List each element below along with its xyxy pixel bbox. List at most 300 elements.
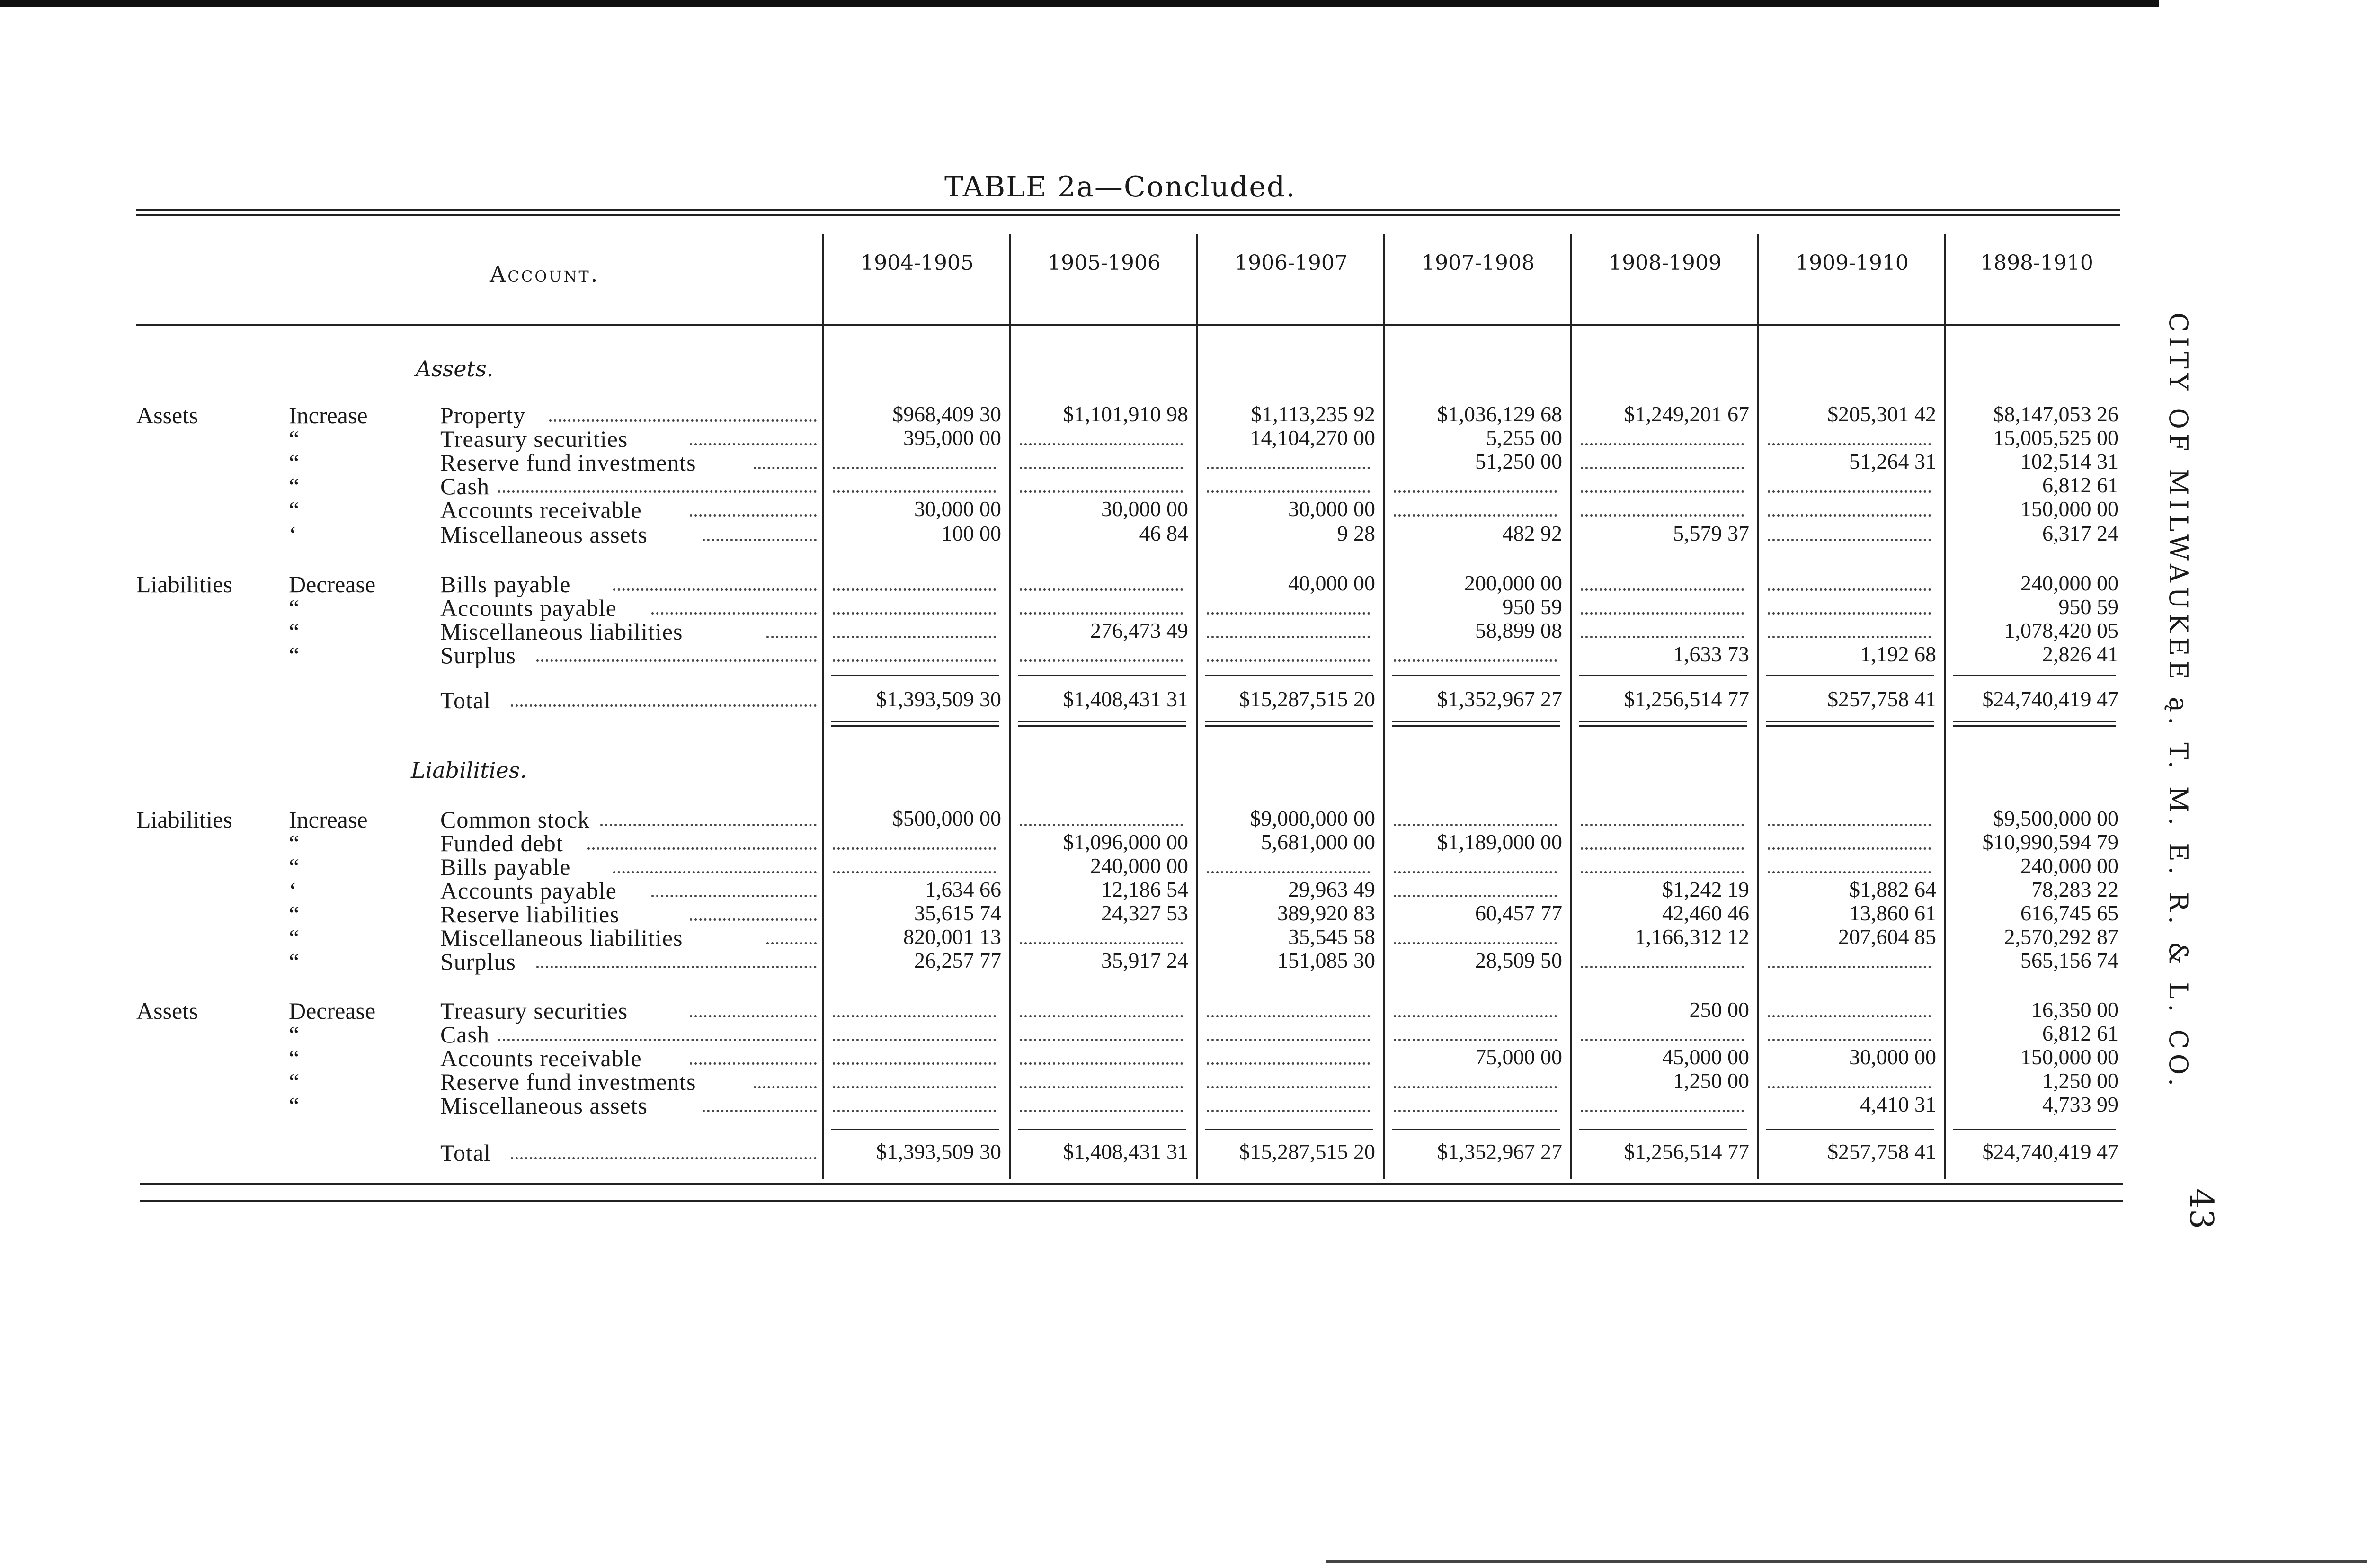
table-row <box>0 618 2130 645</box>
item-label: Miscellaneous assets <box>440 521 648 548</box>
cell-value: 24,327 53 <box>1101 901 1188 925</box>
item-label: Property <box>440 402 526 428</box>
total-double-rule <box>1766 721 1934 722</box>
direction-label: “ <box>289 449 300 476</box>
leader-dots <box>690 512 817 517</box>
empty-cell-dots <box>1020 441 1183 445</box>
cell-value: $1,408,431 31 <box>1063 1140 1188 1164</box>
total-rule <box>1579 1129 1747 1130</box>
total-rule <box>1205 1129 1373 1130</box>
cell-value: 395,000 00 <box>903 426 1001 450</box>
empty-cell-dots <box>1768 846 1931 850</box>
empty-cell-dots <box>1768 1013 1931 1017</box>
table-row <box>0 829 2130 854</box>
empty-cell-dots <box>833 489 996 493</box>
cell-value: $1,101,910 98 <box>1063 402 1188 426</box>
footer-rule-2 <box>140 1200 2123 1202</box>
direction-label: “ <box>289 1069 300 1095</box>
empty-cell-dots <box>1020 658 1183 662</box>
account-label: Liabilities <box>136 806 232 833</box>
table-row <box>0 853 2130 878</box>
empty-cell-dots <box>1768 1037 1931 1041</box>
cell-value: 2,826 41 <box>2042 642 2118 666</box>
total-rule <box>1018 1129 1186 1130</box>
table-row <box>0 900 2130 925</box>
cell-value: 75,000 00 <box>1475 1045 1562 1069</box>
column-divider <box>1570 234 1572 1179</box>
item-label: Funded debt <box>440 830 563 856</box>
empty-cell-dots <box>1768 512 1931 517</box>
item-label: Surplus <box>440 642 516 668</box>
direction-label: “ <box>289 925 300 951</box>
table-title: TABLE 2a—Concluded. <box>944 170 1296 204</box>
cell-value: 950 59 <box>1502 595 1562 619</box>
empty-cell-dots <box>1768 1084 1931 1088</box>
leader-dots <box>703 1108 817 1112</box>
scan-top-border <box>0 0 2159 7</box>
empty-cell-dots <box>1768 441 1931 445</box>
cell-value: 4,733 99 <box>2042 1092 2118 1116</box>
empty-cell-dots <box>833 658 996 662</box>
empty-cell-dots <box>1768 634 1931 638</box>
cell-value: $9,500,000 00 <box>1993 806 2118 830</box>
empty-cell-dots <box>1581 964 1744 968</box>
total-rule <box>1766 1129 1934 1130</box>
empty-cell-dots <box>1020 587 1183 591</box>
total-row <box>0 1139 2130 1164</box>
column-header-2: 1905-1906 <box>1048 251 1161 275</box>
empty-cell-dots <box>1207 1108 1370 1112</box>
cell-value: 60,457 77 <box>1475 901 1562 925</box>
empty-cell-dots <box>833 587 996 591</box>
liabilities-section-heading: Liabilities. <box>411 757 527 783</box>
cell-value: 151,085 30 <box>1277 948 1375 972</box>
cell-value: 820,001 13 <box>903 925 1001 949</box>
table-row <box>0 1092 2130 1119</box>
empty-cell-dots <box>1394 1013 1557 1017</box>
column-divider <box>1944 234 1946 1179</box>
item-label: Total <box>440 687 491 713</box>
empty-cell-dots <box>1581 465 1744 469</box>
empty-cell-dots <box>1581 587 1744 591</box>
total-rule <box>1953 1129 2116 1130</box>
footer-rule-1 <box>140 1183 2123 1185</box>
leader-dots <box>511 1155 817 1159</box>
page-number: 43 <box>2182 1188 2220 1229</box>
cell-value: 78,283 22 <box>2031 877 2118 901</box>
empty-cell-dots <box>1207 1037 1370 1041</box>
column-divider <box>1383 234 1385 1179</box>
empty-cell-dots <box>1207 869 1370 873</box>
direction-label: ‘ <box>289 521 297 548</box>
empty-cell-dots <box>1020 1060 1183 1065</box>
total-rule <box>1205 675 1373 676</box>
empty-cell-dots <box>1020 940 1183 944</box>
empty-cell-dots <box>833 869 996 873</box>
table-row <box>0 1068 2130 1093</box>
cell-value: 250 00 <box>1689 998 1749 1022</box>
leader-dots <box>754 465 817 469</box>
empty-cell-dots <box>833 846 996 850</box>
cell-value: $1,393,509 30 <box>876 1140 1001 1164</box>
empty-cell-dots <box>1768 537 1931 541</box>
total-rule <box>1579 675 1747 676</box>
item-label: Accounts payable <box>440 595 617 621</box>
column-header-5: 1908-1909 <box>1609 251 1722 275</box>
empty-cell-dots <box>1394 893 1557 897</box>
cell-value: $24,740,419 47 <box>1982 687 2118 711</box>
total-double-rule <box>1018 721 1186 722</box>
total-double-rule <box>1579 721 1747 722</box>
cell-value: $15,287,515 20 <box>1239 687 1375 711</box>
empty-cell-dots <box>1207 1084 1370 1088</box>
item-label: Surplus <box>440 948 516 975</box>
leader-dots <box>511 703 817 707</box>
cell-value: 276,473 49 <box>1090 618 1188 642</box>
cell-value: $9,000,000 00 <box>1250 806 1375 830</box>
cell-value: 58,899 08 <box>1475 618 1562 642</box>
empty-cell-dots <box>1394 822 1557 826</box>
empty-cell-dots <box>1020 1084 1183 1088</box>
total-double-rule <box>1766 725 1934 727</box>
table-row <box>0 521 2130 548</box>
total-double-rule <box>1953 725 2116 727</box>
cell-value: 5,255 00 <box>1486 426 1562 450</box>
total-double-rule <box>831 725 999 727</box>
empty-cell-dots <box>1768 587 1931 591</box>
cell-value: 30,000 00 <box>1101 497 1188 521</box>
cell-value: 200,000 00 <box>1464 571 1562 595</box>
leader-dots <box>536 658 817 662</box>
cell-value: $205,301 42 <box>1827 402 1936 426</box>
cell-value: 6,317 24 <box>2042 521 2118 545</box>
cell-value: $1,408,431 31 <box>1063 687 1188 711</box>
account-label: Assets <box>136 998 198 1024</box>
item-label: Cash <box>440 1021 489 1048</box>
cell-value: $1,256,514 77 <box>1624 687 1749 711</box>
leader-dots <box>690 1060 817 1065</box>
cell-value: 1,633 73 <box>1673 642 1749 666</box>
cell-value: 16,350 00 <box>2031 998 2118 1022</box>
empty-cell-dots <box>1394 489 1557 493</box>
empty-cell-dots <box>1394 1037 1557 1041</box>
empty-cell-dots <box>1207 489 1370 493</box>
cell-value: 6,812 61 <box>2042 473 2118 497</box>
item-label: Total <box>440 1140 491 1166</box>
leader-dots <box>754 1084 817 1088</box>
leader-dots <box>549 418 817 422</box>
cell-value: $8,147,053 26 <box>1993 402 2118 426</box>
table-row <box>0 449 2130 476</box>
empty-cell-dots <box>1394 940 1557 944</box>
empty-cell-dots <box>1020 610 1183 615</box>
leader-dots <box>766 634 817 638</box>
column-header-1: 1904-1905 <box>861 251 974 275</box>
cell-value: 29,963 49 <box>1288 877 1375 901</box>
empty-cell-dots <box>833 1013 996 1017</box>
empty-cell-dots <box>1394 512 1557 517</box>
cell-value: 40,000 00 <box>1288 571 1375 595</box>
column-divider <box>1757 234 1759 1179</box>
leader-dots <box>766 940 817 944</box>
header-rule-top <box>136 209 2120 211</box>
empty-cell-dots <box>833 610 996 615</box>
assets-section-heading: Assets. <box>416 356 494 382</box>
item-label: Bills payable <box>440 571 571 597</box>
empty-cell-dots <box>1768 964 1931 968</box>
cell-value: 389,920 83 <box>1277 901 1375 925</box>
cell-value: $10,990,594 79 <box>1982 830 2118 854</box>
empty-cell-dots <box>1768 869 1931 873</box>
total-rule <box>1953 675 2116 676</box>
leader-dots <box>690 1013 817 1017</box>
empty-cell-dots <box>1768 610 1931 615</box>
item-label: Accounts receivable <box>440 497 642 523</box>
empty-cell-dots <box>1207 1013 1370 1017</box>
cell-value: $1,352,967 27 <box>1437 1140 1562 1164</box>
running-header: CITY OF MILWAUKEE ą. T. M. E. R. & L. CO. <box>2163 312 2193 1091</box>
item-label: Cash <box>440 473 489 499</box>
empty-cell-dots <box>1207 465 1370 469</box>
cell-value: $1,256,514 77 <box>1624 1140 1749 1164</box>
empty-cell-dots <box>1768 822 1931 826</box>
cell-value: 102,514 31 <box>2020 449 2118 473</box>
empty-cell-dots <box>1020 822 1183 826</box>
leader-dots <box>613 869 817 873</box>
empty-cell-dots <box>1768 489 1931 493</box>
cell-value: $257,758 41 <box>1827 1140 1936 1164</box>
cell-value: 100 00 <box>941 521 1001 545</box>
cell-value: $1,393,509 30 <box>876 687 1001 711</box>
table-row <box>0 924 2130 949</box>
cell-value: 150,000 00 <box>2020 1045 2118 1069</box>
cell-value: $1,113,235 92 <box>1251 402 1375 426</box>
direction-label: “ <box>289 473 300 499</box>
total-rule <box>831 1129 999 1130</box>
cell-value: 207,604 85 <box>1838 925 1936 949</box>
leader-dots <box>613 587 817 591</box>
cell-value: $1,096,000 00 <box>1063 830 1188 854</box>
column-divider <box>1196 234 1198 1179</box>
cell-value: 1,250 00 <box>1673 1069 1749 1093</box>
direction-label: “ <box>289 1045 300 1071</box>
cell-value: $1,249,201 67 <box>1624 402 1749 426</box>
cell-value: 42,460 46 <box>1662 901 1749 925</box>
cell-value: 28,509 50 <box>1475 948 1562 972</box>
empty-cell-dots <box>1394 1108 1557 1112</box>
empty-cell-dots <box>833 1108 996 1112</box>
empty-cell-dots <box>833 465 996 469</box>
empty-cell-dots <box>1207 634 1370 638</box>
account-column-header: Account. <box>490 261 600 287</box>
cell-value: 4,410 31 <box>1860 1092 1936 1116</box>
leader-dots <box>690 441 817 445</box>
direction-label: Decrease <box>289 998 376 1024</box>
table-row <box>0 877 2130 904</box>
column-header-7: 1898-1910 <box>1980 251 2093 275</box>
empty-cell-dots <box>833 1060 996 1065</box>
total-double-rule <box>1205 721 1373 722</box>
leader-dots <box>498 489 817 493</box>
scan-bottom-border <box>1326 1560 2367 1563</box>
leader-dots <box>536 964 817 968</box>
cell-value: 2,570,292 87 <box>2004 925 2118 949</box>
empty-cell-dots <box>1394 1084 1557 1088</box>
item-label: Treasury securities <box>440 426 628 452</box>
table-row <box>0 1044 2130 1069</box>
empty-cell-dots <box>833 1037 996 1041</box>
empty-cell-dots <box>833 634 996 638</box>
direction-label: “ <box>289 642 300 668</box>
cell-value: 5,579 37 <box>1673 521 1749 545</box>
direction-label: “ <box>289 426 300 452</box>
empty-cell-dots <box>1581 869 1744 873</box>
item-label: Accounts payable <box>440 877 617 904</box>
table-row <box>0 472 2130 497</box>
cell-value: 240,000 00 <box>2020 571 2118 595</box>
cell-value: 12,186 54 <box>1101 877 1188 901</box>
total-row <box>0 686 2130 711</box>
cell-value: 30,000 00 <box>1288 497 1375 521</box>
cell-value: 616,745 65 <box>2020 901 2118 925</box>
cell-value: 9 28 <box>1337 521 1375 545</box>
account-label: Liabilities <box>136 571 232 597</box>
cell-value: 30,000 00 <box>914 497 1001 521</box>
cell-value: $24,740,419 47 <box>1982 1140 2118 1164</box>
table-row <box>0 948 2130 975</box>
cell-value: 46 84 <box>1139 521 1188 545</box>
empty-cell-dots <box>833 1084 996 1088</box>
cell-value: $1,352,967 27 <box>1437 687 1562 711</box>
item-label: Reserve liabilities <box>440 901 620 927</box>
leader-dots <box>587 846 817 850</box>
table-row <box>0 594 2130 619</box>
item-label: Reserve fund investments <box>440 449 696 476</box>
table-row <box>0 997 2130 1022</box>
cell-value: 45,000 00 <box>1662 1045 1749 1069</box>
direction-label: ‘ <box>289 877 297 904</box>
cell-value: 14,104,270 00 <box>1250 426 1375 450</box>
cell-value: 51,264 31 <box>1849 449 1936 473</box>
leader-dots <box>703 537 817 541</box>
empty-cell-dots <box>1394 869 1557 873</box>
total-rule <box>831 675 999 676</box>
total-rule <box>1018 675 1186 676</box>
table-row <box>0 401 2130 426</box>
empty-cell-dots <box>1020 1037 1183 1041</box>
empty-cell-dots <box>1207 658 1370 662</box>
cell-value: 1,192 68 <box>1860 642 1936 666</box>
cell-value: $1,882 64 <box>1849 877 1936 901</box>
direction-label: “ <box>289 948 300 975</box>
empty-cell-dots <box>1581 489 1744 493</box>
leader-dots <box>600 822 817 826</box>
empty-cell-dots <box>1581 1037 1744 1041</box>
total-double-rule <box>1392 725 1560 727</box>
cell-value: 26,257 77 <box>914 948 1001 972</box>
total-double-rule <box>1579 725 1747 727</box>
cell-value: 15,005,525 00 <box>1993 426 2118 450</box>
empty-cell-dots <box>1207 610 1370 615</box>
item-label: Miscellaneous assets <box>440 1092 648 1119</box>
column-header-4: 1907-1908 <box>1422 251 1535 275</box>
empty-cell-dots <box>1207 1060 1370 1065</box>
cell-value: $1,036,129 68 <box>1437 402 1562 426</box>
cell-value: 1,166,312 12 <box>1635 925 1749 949</box>
cell-value: $15,287,515 20 <box>1239 1140 1375 1164</box>
cell-value: 51,250 00 <box>1475 449 1562 473</box>
cell-value: 950 59 <box>2058 595 2118 619</box>
cell-value: 1,078,420 05 <box>2004 618 2118 642</box>
direction-label: “ <box>289 618 300 645</box>
leader-dots <box>651 893 817 897</box>
item-label: Reserve fund investments <box>440 1069 696 1095</box>
cell-value: 30,000 00 <box>1849 1045 1936 1069</box>
cell-value: 240,000 00 <box>2020 854 2118 878</box>
cell-value: $500,000 00 <box>892 806 1001 830</box>
empty-cell-dots <box>1394 658 1557 662</box>
column-divider <box>822 234 824 1179</box>
leader-dots <box>690 917 817 921</box>
empty-cell-dots <box>1020 1108 1183 1112</box>
empty-cell-dots <box>1581 822 1744 826</box>
table-row <box>0 570 2130 595</box>
cell-value: $968,409 30 <box>892 402 1001 426</box>
cell-value: 1,634 66 <box>925 877 1001 901</box>
cell-value: 13,860 61 <box>1849 901 1936 925</box>
item-label: Treasury securities <box>440 998 628 1024</box>
cell-value: $1,189,000 00 <box>1437 830 1562 854</box>
cell-value: 565,156 74 <box>2020 948 2118 972</box>
empty-cell-dots <box>1020 465 1183 469</box>
empty-cell-dots <box>1020 489 1183 493</box>
column-header-6: 1909-1910 <box>1796 251 1909 275</box>
direction-label: “ <box>289 854 300 880</box>
item-label: Bills payable <box>440 854 571 880</box>
cell-value: 150,000 00 <box>2020 497 2118 521</box>
direction-label: “ <box>289 830 300 856</box>
direction-label: Increase <box>289 806 368 833</box>
cell-value: 5,681,000 00 <box>1261 830 1375 854</box>
empty-cell-dots <box>1581 846 1744 850</box>
direction-label: Decrease <box>289 571 376 597</box>
cell-value: $257,758 41 <box>1827 687 1936 711</box>
column-divider <box>1009 234 1011 1179</box>
empty-cell-dots <box>1581 610 1744 615</box>
table-row <box>0 496 2130 521</box>
total-rule <box>1392 1129 1560 1130</box>
item-label: Miscellaneous liabilities <box>440 618 683 645</box>
cell-value: 240,000 00 <box>1090 854 1188 878</box>
header-rule-bottom <box>136 324 2120 326</box>
cell-value: 35,615 74 <box>914 901 1001 925</box>
leader-dots <box>498 1037 817 1041</box>
cell-value: 482 92 <box>1502 521 1562 545</box>
header-rule-top-2 <box>136 214 2120 216</box>
empty-cell-dots <box>1581 1108 1744 1112</box>
direction-label: “ <box>289 497 300 523</box>
total-rule <box>1392 675 1560 676</box>
account-label: Assets <box>136 402 198 428</box>
empty-cell-dots <box>1581 441 1744 445</box>
table-row <box>0 425 2130 450</box>
cell-value: 1,250 00 <box>2042 1069 2118 1093</box>
column-header-3: 1906-1907 <box>1235 251 1348 275</box>
item-label: Miscellaneous liabilities <box>440 925 683 951</box>
cell-value: $1,242 19 <box>1662 877 1749 901</box>
cell-value: 6,812 61 <box>2042 1021 2118 1045</box>
empty-cell-dots <box>1581 512 1744 517</box>
